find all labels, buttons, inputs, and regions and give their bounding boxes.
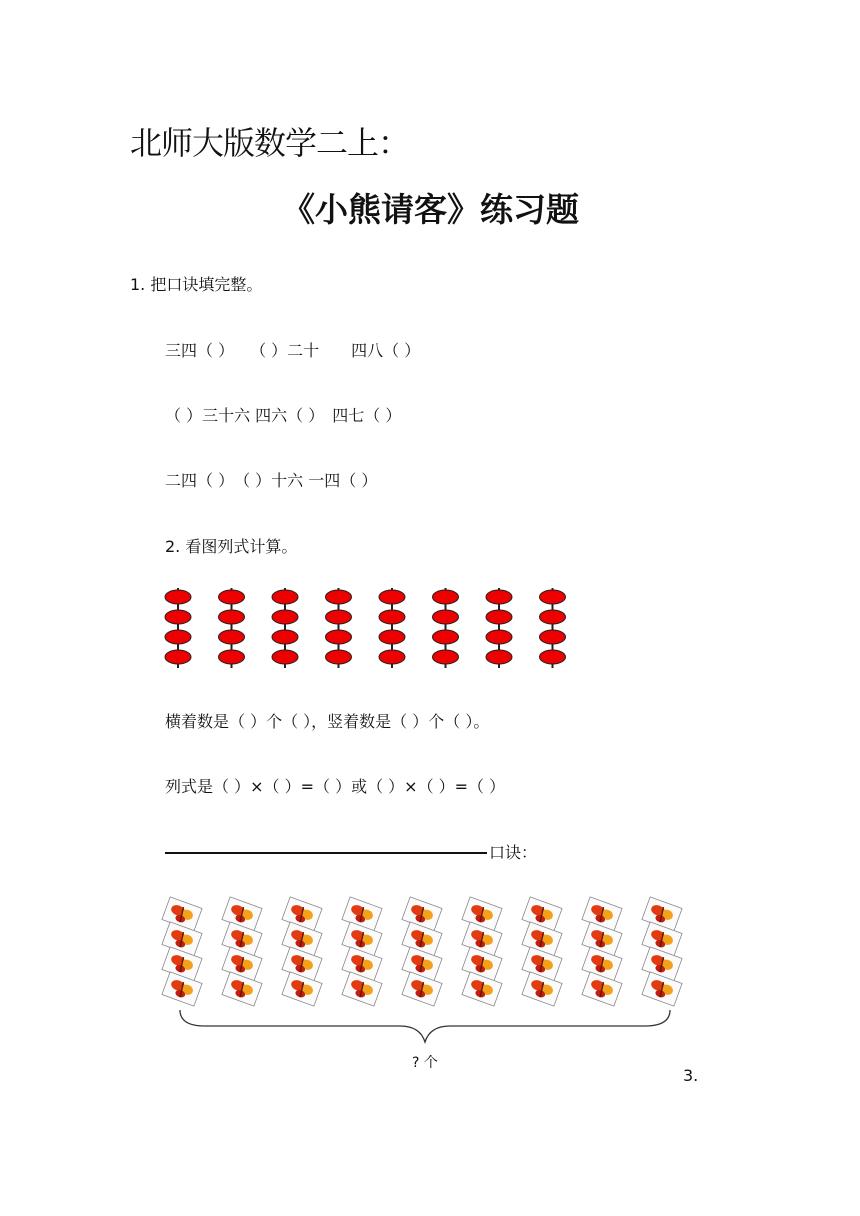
lantern bbox=[379, 610, 405, 624]
butterfly-icon bbox=[582, 972, 622, 1006]
butterfly-column bbox=[342, 897, 382, 1006]
lantern-string bbox=[433, 588, 459, 668]
lantern bbox=[379, 650, 405, 664]
lantern bbox=[219, 610, 245, 624]
lantern bbox=[433, 610, 459, 624]
lantern bbox=[540, 610, 566, 624]
question-2-horizontal-text: 横着数是（ ）个（ ），竖着数是（ ）个（ ）。 bbox=[165, 712, 490, 731]
butterfly-icon bbox=[282, 972, 322, 1006]
butterfly-icon bbox=[462, 972, 502, 1006]
question-1-row: 三四（ ） （ ）二十 四八（ ） bbox=[165, 341, 421, 360]
lantern-string bbox=[326, 588, 352, 668]
lantern-string bbox=[219, 588, 245, 668]
butterfly-column bbox=[642, 897, 682, 1006]
lantern-string bbox=[272, 588, 298, 668]
answer-line bbox=[165, 852, 487, 854]
lantern bbox=[540, 590, 566, 604]
butterfly-column bbox=[282, 897, 322, 1006]
butterfly-icon bbox=[342, 972, 382, 1006]
lantern bbox=[272, 650, 298, 664]
butterfly-icon bbox=[522, 972, 562, 1006]
lantern bbox=[326, 610, 352, 624]
lantern bbox=[486, 650, 512, 664]
lantern-string bbox=[540, 588, 566, 668]
lantern bbox=[326, 630, 352, 644]
lantern bbox=[486, 590, 512, 604]
lantern bbox=[165, 610, 191, 624]
butterfly-column bbox=[582, 897, 622, 1006]
lantern bbox=[433, 650, 459, 664]
butterfly-icon bbox=[222, 972, 262, 1006]
lantern bbox=[165, 590, 191, 604]
butterfly-icon bbox=[642, 972, 682, 1006]
lantern bbox=[540, 630, 566, 644]
question-1-row: （ ）三十六 四六（ ） 四七（ ） bbox=[165, 406, 402, 425]
lantern bbox=[433, 590, 459, 604]
lantern-string bbox=[379, 588, 405, 668]
butterfly-column bbox=[162, 897, 202, 1006]
lantern-string bbox=[486, 588, 512, 668]
lantern bbox=[219, 590, 245, 604]
butterfly-icon bbox=[402, 972, 442, 1006]
page-subtitle: 《小熊请客》练习题 bbox=[282, 190, 579, 229]
lantern bbox=[486, 610, 512, 624]
lantern bbox=[165, 650, 191, 664]
lantern bbox=[540, 650, 566, 664]
question-2-formula-text: 列式是（ ）×（ ）=（ ）或（ ）×（ ）=（ ） bbox=[165, 777, 506, 796]
lantern-grid bbox=[160, 586, 580, 670]
lantern bbox=[165, 630, 191, 644]
lantern bbox=[326, 650, 352, 664]
lantern bbox=[272, 610, 298, 624]
butterfly-grid bbox=[160, 894, 700, 1010]
koujue-label: 口诀： bbox=[489, 843, 538, 862]
lantern bbox=[219, 630, 245, 644]
butterfly-column bbox=[522, 897, 562, 1006]
lantern bbox=[272, 630, 298, 644]
butterfly-column bbox=[222, 897, 262, 1006]
lantern bbox=[272, 590, 298, 604]
butterfly-column bbox=[402, 897, 442, 1006]
lantern-string bbox=[165, 588, 191, 668]
question-1-prompt: 1. 把口诀填完整。 bbox=[130, 275, 263, 294]
butterfly-column bbox=[462, 897, 502, 1006]
butterfly-icon bbox=[162, 972, 202, 1006]
page-title: 北师大版数学二上： bbox=[130, 124, 410, 162]
question-3-number: 3. bbox=[683, 1066, 699, 1085]
lantern bbox=[379, 630, 405, 644]
lantern bbox=[433, 630, 459, 644]
answer-line-row bbox=[165, 840, 537, 863]
lantern bbox=[326, 590, 352, 604]
lantern bbox=[379, 590, 405, 604]
lantern bbox=[219, 650, 245, 664]
question-1-row: 二四（ ） （ ）十六 一四（ ） bbox=[165, 471, 378, 490]
brace bbox=[175, 1008, 675, 1048]
lantern bbox=[486, 630, 512, 644]
count-label: ? 个 bbox=[412, 1055, 438, 1071]
question-2-prompt: 2. 看图列式计算。 bbox=[165, 537, 298, 556]
